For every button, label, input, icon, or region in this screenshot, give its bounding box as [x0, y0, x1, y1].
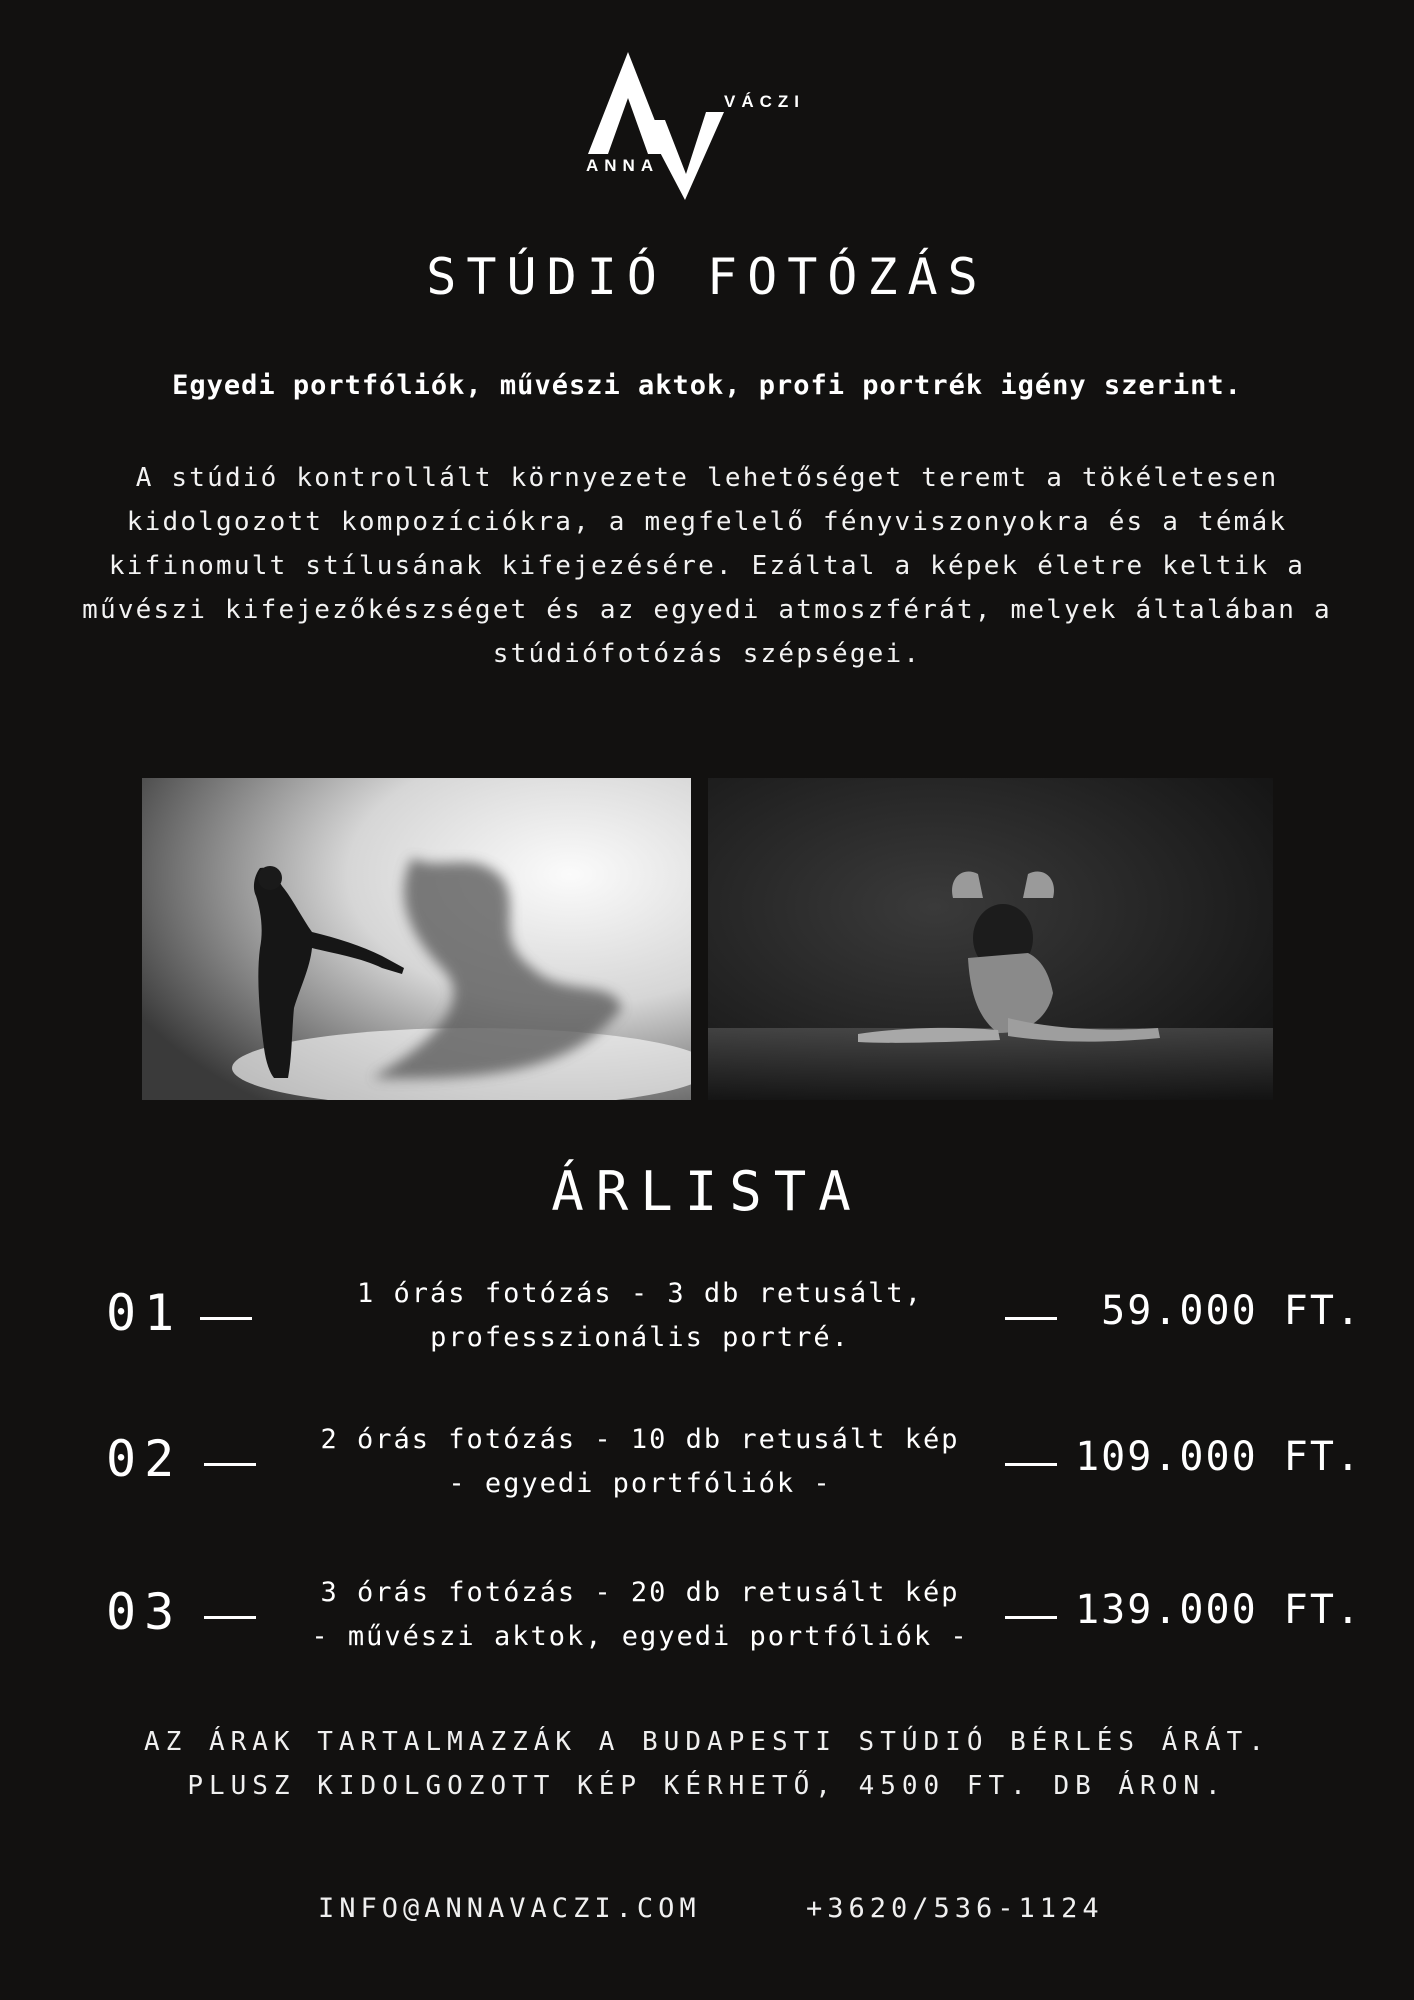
- contact-phone[interactable]: +3620/536-1124: [806, 1893, 1104, 1924]
- intro-line: művészi kifejezőkészséget és az egyedi atmoszférát, melyek általában a: [82, 595, 1332, 625]
- tagline: Egyedi portfóliók, művészi aktok, profi portrék igény szerint.: [172, 370, 1242, 401]
- intro-line: A stúdió kontrollált környezete lehetőséget teremt a tökéletesen: [135, 463, 1279, 493]
- divider-dash: [1005, 1317, 1057, 1320]
- price-row-1: [0, 1272, 1414, 1362]
- row-description: [290, 1418, 990, 1506]
- row-number: 03: [106, 1583, 183, 1641]
- price-note-line: PLUSZ KIDOLGOZOTT KÉP KÉRHETŐ, 4500 FT. DB ÁRON.: [187, 1771, 1227, 1801]
- row-number: 02: [106, 1430, 183, 1488]
- row-description-line: 2 órás fotózás - 10 db retusált kép: [320, 1424, 960, 1455]
- logo: [588, 50, 808, 205]
- intro-paragraph: [60, 456, 1354, 676]
- intro-line: kifinomult stílusának kifejezésére. Ezáltal a képek életre keltik a: [108, 551, 1306, 581]
- dancer-shadow-photo: [142, 778, 691, 1100]
- price-row-2: [0, 1418, 1414, 1508]
- row-description-line: - egyedi portfóliók -: [448, 1468, 832, 1499]
- row-number: 01: [106, 1284, 183, 1342]
- seated-figure-photo: [708, 778, 1273, 1100]
- contact-email[interactable]: INFO@ANNAVACZI.COM: [318, 1893, 701, 1924]
- price-note: [0, 1720, 1414, 1808]
- divider-dash: [1005, 1616, 1057, 1619]
- price-list-title: ÁRLISTA: [551, 1160, 863, 1223]
- divider-dash: [1005, 1463, 1057, 1466]
- row-description-line: 1 órás fotózás - 3 db retusált,: [357, 1278, 923, 1309]
- row-description: [290, 1571, 990, 1659]
- row-description: [290, 1272, 990, 1360]
- page-title: STÚDIÓ FOTÓZÁS: [426, 248, 988, 306]
- row-price: 109.000 FT.: [1075, 1434, 1362, 1480]
- row-description-line: 3 órás fotózás - 20 db retusált kép: [320, 1577, 960, 1608]
- intro-line: kidolgozott kompozíciókra, a megfelelő fényviszonyokra és a témák: [126, 507, 1288, 537]
- logo-last-name: VÁCZI: [724, 92, 805, 111]
- price-note-line: AZ ÁRAK TARTALMAZZÁK A BUDAPESTI STÚDIÓ BÉRLÉS ÁRÁT.: [144, 1727, 1270, 1757]
- row-description-line: - művészi aktok, egyedi portfóliók -: [311, 1621, 969, 1652]
- intro-line: stúdiófotózás szépségei.: [492, 639, 922, 669]
- row-description-line: professzionális portré.: [430, 1322, 850, 1353]
- row-price: 59.000 FT.: [1101, 1288, 1362, 1334]
- divider-dash: [204, 1463, 256, 1466]
- logo-first-name: ANNA: [586, 156, 660, 175]
- divider-dash: [204, 1616, 256, 1619]
- row-price: 139.000 FT.: [1075, 1587, 1362, 1633]
- price-row-3: [0, 1571, 1414, 1661]
- logo-monogram: [588, 50, 808, 205]
- divider-dash: [200, 1317, 252, 1320]
